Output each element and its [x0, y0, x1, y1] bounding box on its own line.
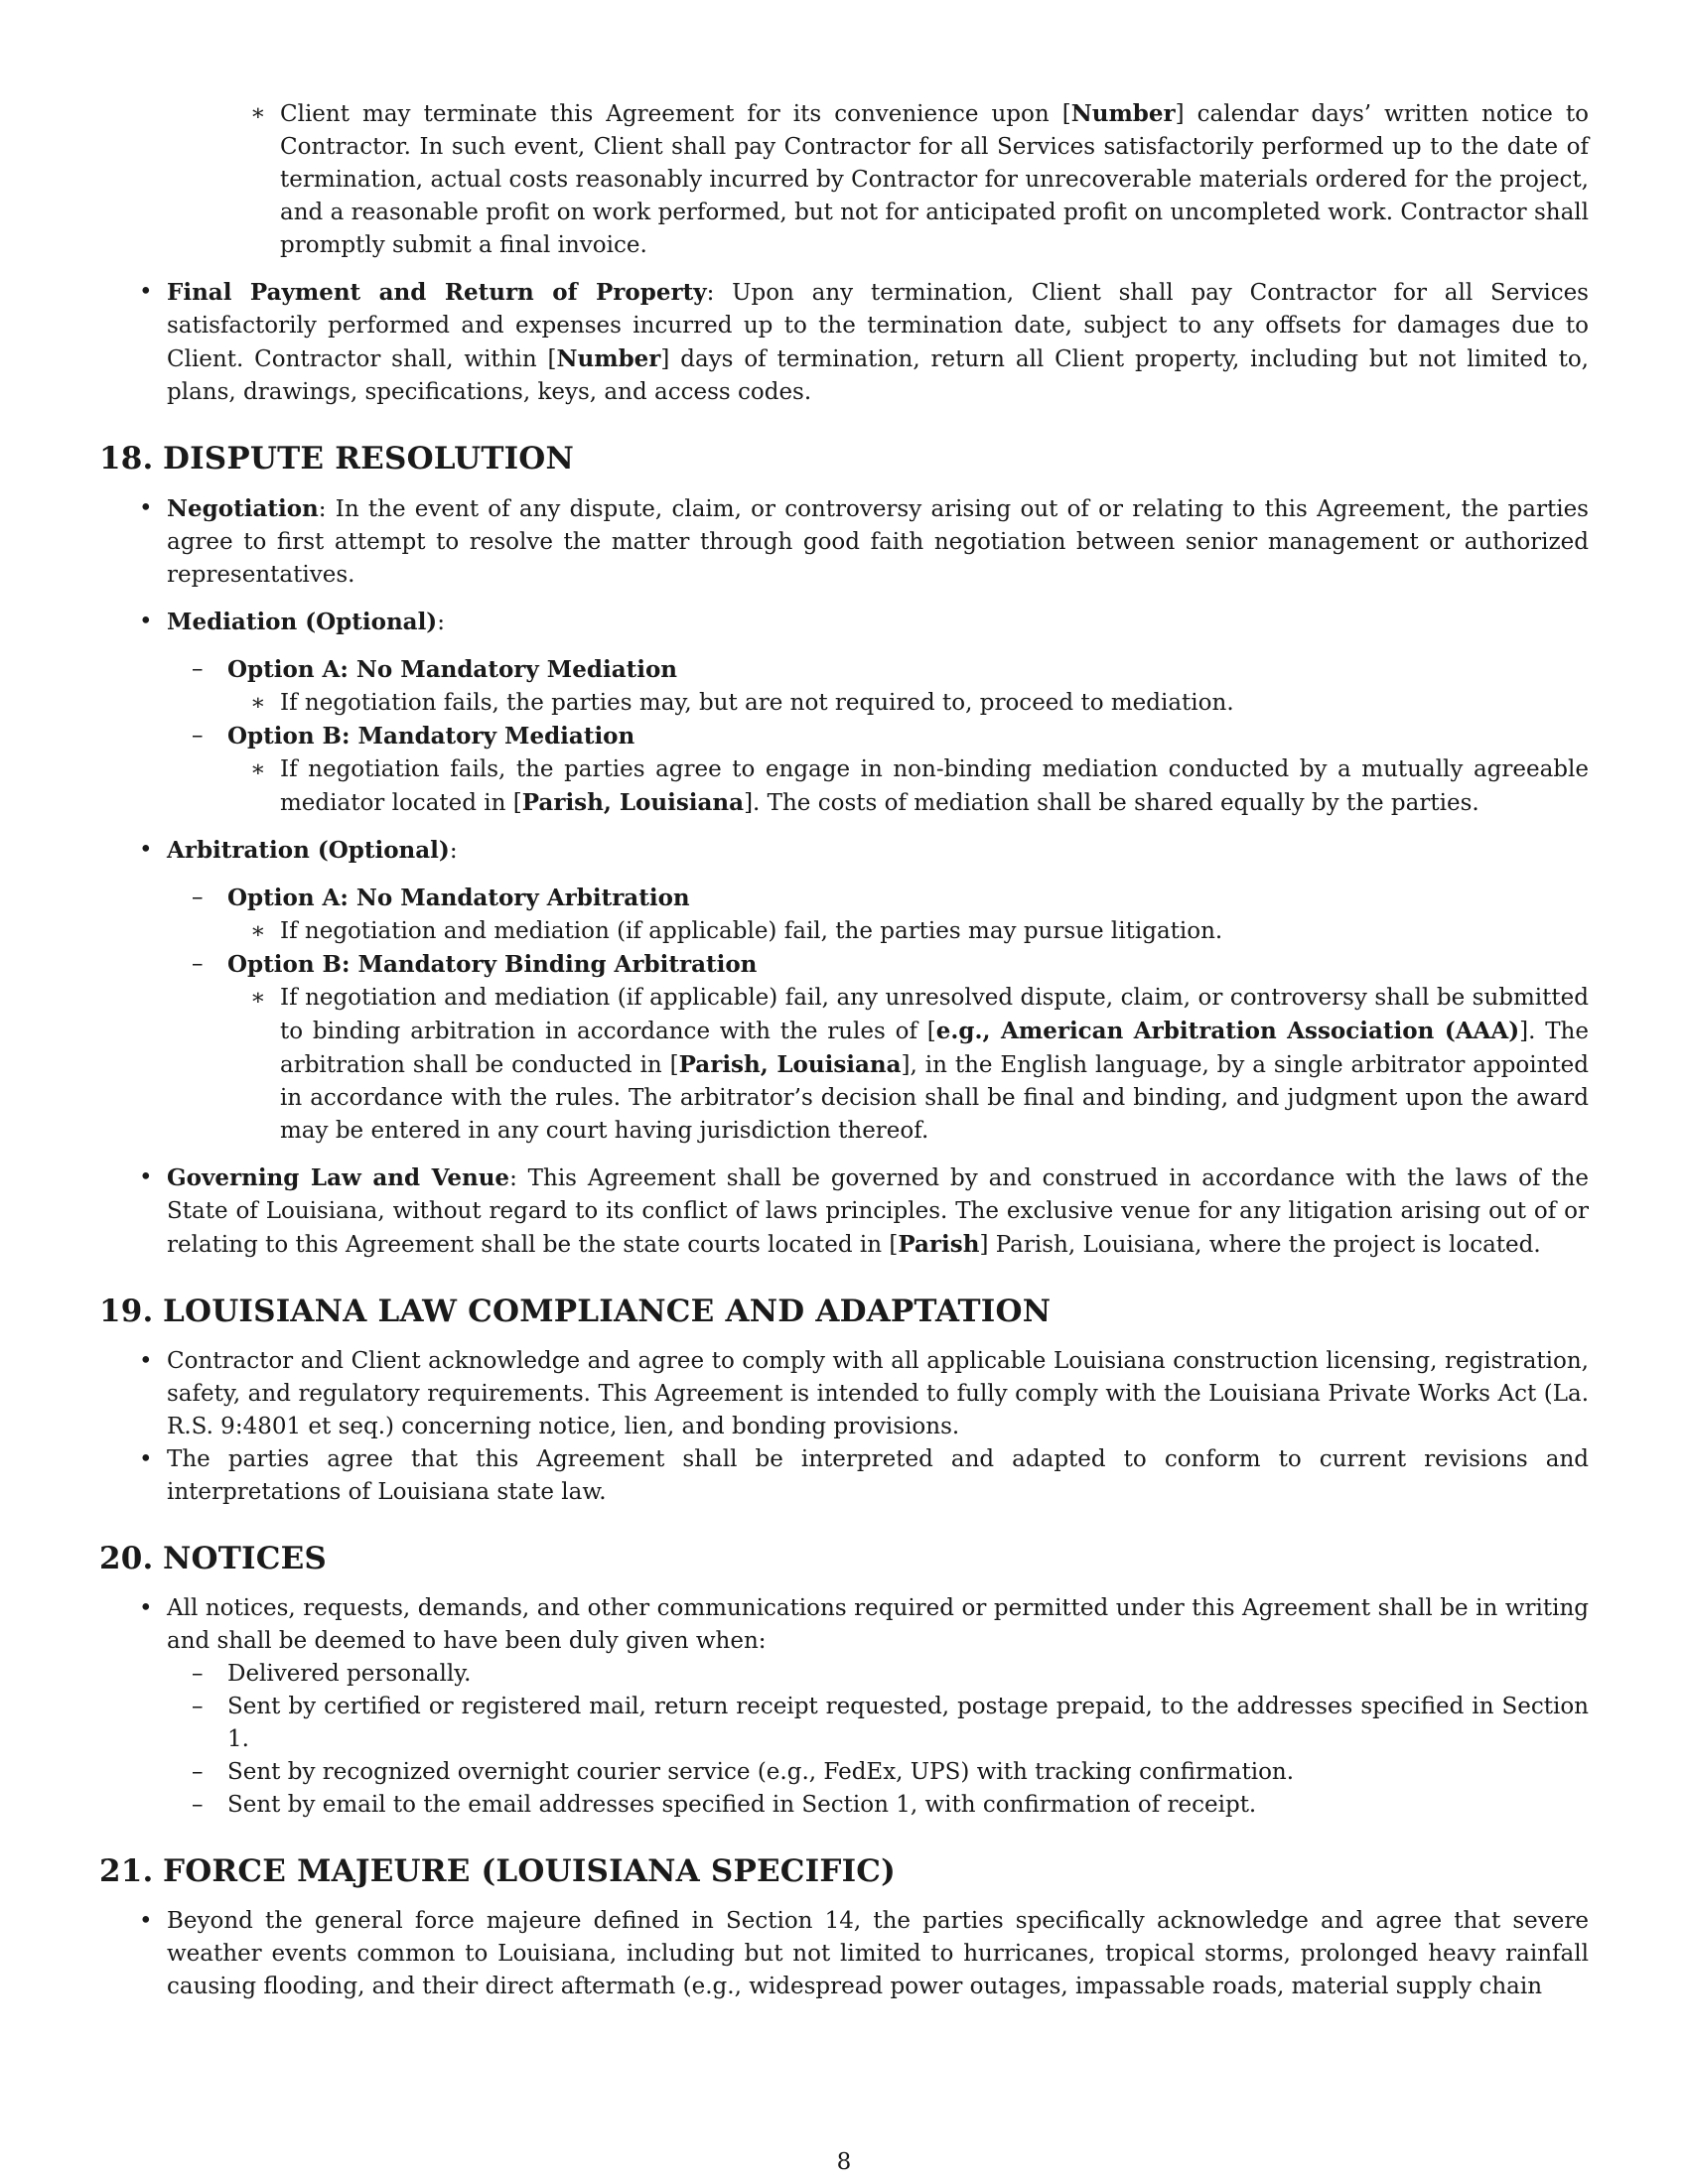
text: : In the event of any dispute, claim, or controversy arising out of or relating to this Agreement, the parties agree to first attempt to resolve the matter through good faith negotiation between senior management or authorized representatives. — [167, 496, 1589, 588]
bullet: • — [139, 1908, 153, 1934]
list-item — [99, 1658, 1589, 1691]
section-number: 21. — [99, 1853, 154, 1889]
asterisk-bullet: ∗ — [250, 918, 266, 944]
item-label: Mediation (Optional) — [167, 609, 438, 635]
text: ]. The costs of mediation shall be shared equally by the parties. — [744, 790, 1479, 816]
option-a-mediation — [99, 653, 1589, 687]
dash-bullet: – — [192, 951, 204, 977]
list-item-governing-law — [99, 1161, 1589, 1262]
section-title: FORCE MAJEURE (LOUISIANA SPECIFIC) — [163, 1853, 897, 1889]
option-label: Option A: No Mandatory Mediation — [227, 656, 678, 683]
dash-bullet: – — [192, 723, 204, 749]
bullet: • — [139, 609, 153, 634]
list-item — [99, 1443, 1589, 1509]
placeholder-parish: Parish, Louisiana — [678, 1051, 902, 1078]
bullet: • — [139, 1164, 153, 1190]
text: ]. The arbitration shall be conducted in [ — [280, 1019, 1589, 1078]
list-item-notices-intro — [99, 1592, 1589, 1658]
list-item-negotiation — [99, 492, 1589, 592]
option-b-arbitration — [99, 948, 1589, 982]
text: Contractor and Client acknowledge and agree to comply with all applicable Louisiana construction licensing, registration, safety, and regulatory requirements. This Agreement is intended to fully comply with the Louisiana Private Works Act (La. R.S. 9:4801 et seq.) concerning notice, lien, and bonding provisions. — [167, 1348, 1589, 1439]
arbitration-options — [99, 882, 1589, 1148]
option-b-mediation-text — [99, 753, 1589, 820]
asterisk-bullet: ∗ — [250, 756, 266, 782]
placeholder-parish: Parish, Louisiana — [521, 789, 745, 816]
item-label: Arbitration (Optional) — [167, 837, 450, 864]
text: Sent by email to the email addresses specified in Section 1, with confirmation of receipt. — [227, 1792, 1257, 1818]
text: ], in the English language, by a single arbitrator appointed in accordance with the rules. The arbitrator’s decision shall be final and binding, and judgment upon the award may be entered in any court having jurisdiction thereof. — [280, 1052, 1589, 1144]
section-title: DISPUTE RESOLUTION — [163, 441, 575, 477]
section-title: LOUISIANA LAW COMPLIANCE AND ADAPTATION — [163, 1294, 1052, 1329]
text: Sent by recognized overnight courier service (e.g., FedEx, UPS) with tracking confirmation. — [227, 1759, 1295, 1785]
placeholder-rules: e.g., American Arbitration Association (AAA) — [935, 1018, 1520, 1044]
list-item — [99, 1691, 1589, 1756]
option-a-arbitration — [99, 882, 1589, 915]
section-18 — [99, 439, 1589, 1262]
bullet: • — [139, 1446, 153, 1472]
option-b-arbitration-text — [99, 982, 1589, 1148]
colon: : — [437, 610, 445, 635]
notice-methods — [99, 1658, 1589, 1822]
text: Delivered personally. — [227, 1661, 472, 1687]
asterisk-bullet: ∗ — [250, 985, 266, 1011]
list-item — [99, 1756, 1589, 1789]
option-b-mediation — [99, 720, 1589, 753]
dash-bullet: – — [192, 656, 204, 682]
bullet: • — [139, 279, 153, 305]
bullet: • — [139, 837, 153, 863]
list-item-arbitration — [99, 834, 1589, 868]
text: Client may terminate this Agreement for its convenience upon [ — [280, 101, 1071, 127]
bullet: • — [139, 1348, 153, 1374]
placeholder-number: Number — [556, 345, 661, 372]
section-heading — [99, 439, 1589, 478]
section-19 — [99, 1292, 1589, 1509]
list-item — [99, 1789, 1589, 1822]
text: : This Agreement shall be governed by and construed in accordance with the laws of the State of Louisiana, without regard to its conflict of laws principles. The exclusive venue for any litigation arising out of or relating to this Agreement shall be the state courts located in [ — [167, 1165, 1589, 1258]
text: : Upon any termination, Client shall pay Contractor for all Services satisfactorily performed and expenses incurred up to the termination date, subject to any offsets for damages due to Client. Contractor shall, within [ — [167, 280, 1589, 372]
option-label: Option B: Mandatory Binding Arbitration — [227, 951, 758, 978]
dash-bullet: – — [192, 1661, 204, 1687]
mediation-options — [99, 653, 1589, 820]
asterisk-bullet: ∗ — [250, 690, 266, 716]
asterisk-bullet: ∗ — [250, 100, 266, 126]
item-label: Governing Law and Venue — [167, 1164, 510, 1191]
colon: : — [449, 838, 458, 864]
text: If negotiation fails, the parties may, but are not required to, proceed to mediation. — [280, 690, 1234, 716]
text: If negotiation fails, the parties agree to engage in non-binding mediation conducted by a mutually agreeable mediator located in [ — [280, 756, 1589, 816]
page-number: 8 — [836, 2149, 852, 2175]
section-heading — [99, 1851, 1589, 1891]
bullet: • — [139, 1595, 153, 1621]
dash-bullet: – — [192, 885, 204, 910]
dash-bullet: – — [192, 1694, 204, 1719]
section-heading — [99, 1539, 1589, 1578]
section-20 — [99, 1539, 1589, 1822]
text: ] calendar days’ written notice to Contractor. In such event, Client shall pay Contractor for all Services satisfactorily performed up to the date of termination, actual costs reasonably incurred by Contractor for unrecoverable materials ordered for the project, and a reasonable profit on work performed, but not for anticipated profit on uncompleted work. Contractor shall promptly submit a final invoice. — [280, 101, 1589, 258]
section-heading — [99, 1292, 1589, 1331]
text: If negotiation and mediation (if applicable) fail, any unresolved dispute, claim, or controversy shall be submitted to binding arbitration in accordance with the rules of [ — [280, 985, 1589, 1044]
list-item-convenience-termination — [99, 97, 1589, 262]
section-number: 19. — [99, 1294, 154, 1329]
item-label: Final Payment and Return of Property — [167, 279, 707, 306]
option-label: Option B: Mandatory Mediation — [227, 723, 635, 750]
list-item — [99, 1345, 1589, 1443]
list-item — [99, 1905, 1589, 2003]
placeholder-parish: Parish — [898, 1231, 980, 1258]
section-number: 18. — [99, 441, 154, 477]
text: All notices, requests, demands, and other communications required or permitted under this Agreement shall be in writing and shall be deemed to have been duly given when: — [167, 1595, 1589, 1654]
option-a-arbitration-text — [99, 915, 1589, 948]
section-title: NOTICES — [163, 1541, 327, 1576]
list-item-mediation — [99, 606, 1589, 639]
placeholder-number: Number — [1070, 100, 1176, 127]
dash-bullet: – — [192, 1792, 204, 1818]
bullet: • — [139, 495, 153, 521]
option-a-mediation-text — [99, 687, 1589, 720]
text: Beyond the general force majeure defined in Section 14, the parties specifically acknowledge and agree that severe weather events common to Louisiana, including but not limited to hurricanes, tropical storms, prolonged heavy rainfall causing flooding, and their direct aftermath (e.g., widespread power outages, impassable roads, material supply chain — [167, 1908, 1589, 1999]
section-21 — [99, 1851, 1589, 2003]
list-item-final-payment — [99, 276, 1589, 409]
section-number: 20. — [99, 1541, 154, 1576]
text: The parties agree that this Agreement shall be interpreted and adapted to conform to current revisions and interpretations of Louisiana state law. — [167, 1446, 1589, 1505]
text: ] days of termination, return all Client property, including but not limited to, plans, drawings, specifications, keys, and access codes. — [167, 346, 1589, 405]
text: If negotiation and mediation (if applicable) fail, the parties may pursue litigation. — [280, 918, 1223, 944]
item-label: Negotiation — [167, 495, 319, 522]
text: ] Parish, Louisiana, where the project is located. — [979, 1232, 1541, 1258]
text: Sent by certified or registered mail, return receipt requested, postage prepaid, to the addresses specified in Section 1. — [227, 1694, 1589, 1752]
option-label: Option A: No Mandatory Arbitration — [227, 885, 690, 911]
dash-bullet: – — [192, 1759, 204, 1785]
